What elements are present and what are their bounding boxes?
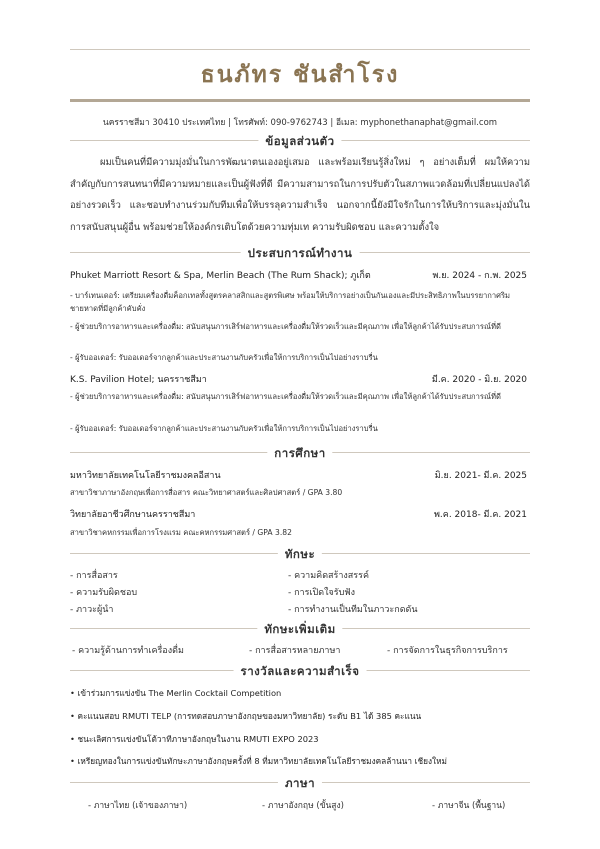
section-title: ประสบการณ์ทำงาน	[241, 245, 360, 263]
section-title: ทักษะเพิ่มเติม	[257, 621, 342, 639]
name-rule	[70, 99, 530, 102]
education-detail: สาขาวิชาภาษาอังกฤษเพื่อการสื่อสาร คณะวิทยาศาสตร์และศิลปศาสตร์ / GPA 3.80	[70, 488, 343, 497]
education-detail: สาขาวิชาคหกรรมเพื่อการโรงแรม คณะคหกรรมศาสตร์ / GPA 3.82	[70, 528, 292, 537]
skill-item: - ภาวะผู้นำ	[70, 605, 114, 615]
skill-item: - การสื่อสาร	[70, 571, 118, 581]
candidate-name: ธนภัทร ชันสำโรง	[200, 62, 400, 88]
job-employer: Phuket Marriott Resort & Spa, Merlin Beach (The Rum Shack); ภูเก็ต	[70, 271, 371, 281]
job-bullet: - ผู้รับออเดอร์: รับออเดอร์จากลูกค้าและประสานงานกับครัวเพื่อให้การบริการเป็นไปอย่างราบรื่น	[70, 353, 378, 362]
section-title: การศึกษา	[267, 445, 332, 463]
section-skills	[70, 546, 530, 560]
award-item: • ชนะเลิศการแข่งขันโต้วาทีภาษาอังกฤษในงาน RMUTI EXPO 2023	[70, 734, 319, 744]
job-bullet: - ผู้รับออเดอร์: รับออเดอร์จากลูกค้าและประสานงานกับครัวเพื่อให้การบริการเป็นไปอย่างราบรื่น	[70, 424, 378, 433]
language-item: - ภาษาไทย (เจ้าของภาษา)	[88, 801, 188, 811]
section-extra-skills	[70, 621, 530, 635]
education-dates: มิ.ย. 2021- มี.ค. 2025	[434, 471, 527, 481]
section-education	[70, 445, 530, 459]
job-dates: มี.ค. 2020 - มิ.ย. 2020	[431, 375, 527, 385]
section-experience	[70, 245, 530, 259]
extra-skill-item: - การสื่อสารหลายภาษา	[249, 646, 341, 656]
section-personal	[70, 133, 530, 147]
skill-item: - การทำงานเป็นทีมในภาวะกดดัน	[288, 605, 418, 615]
skill-item: - การเปิดใจรับฟัง	[288, 588, 356, 598]
award-item: • เหรียญทองในการแข่งขันทักษะภาษาอังกฤษครั้งที่ 8 ที่มหาวิทยาลัยเทคโนโลยีราชมงคลล้านนา เชียงใหม่	[70, 756, 448, 766]
section-languages	[70, 775, 530, 789]
section-title: รางวัลและความสำเร็จ	[234, 663, 367, 681]
skill-item: - ความรับผิดชอบ	[70, 588, 138, 598]
contact-info: นครราชสีมา 30410 ประเทศไทย | โทรศัพท์: 090-9762743 | อีเมล: myphonethanaphat@gmail.com	[102, 118, 498, 128]
language-item: - ภาษาอังกฤษ (ขั้นสูง)	[262, 801, 344, 811]
job-bullet: - ผู้ช่วยบริการอาหารและเครื่องดื่ม: สนับสนุนการเสิร์ฟอาหารและเครื่องดื่มให้รวดเร็วและมีคุณภาพ เพื่อให้ลูกค้าได้รับประสบการณ์ที่ดี	[70, 392, 501, 401]
section-awards	[70, 663, 530, 677]
section-title: ภาษา	[278, 775, 322, 793]
job-bullet: - ผู้ช่วยบริการอาหารและเครื่องดื่ม: สนับสนุนการเสิร์ฟอาหารและเครื่องดื่มให้รวดเร็วและมีคุณภาพ เพื่อให้ลูกค้าได้รับประสบการณ์ที่ดี	[70, 322, 501, 331]
top-rule	[70, 49, 530, 50]
job-bullet: - บาร์เทนเดอร์: เตรียมเครื่องดื่มค็อกเทลทั้งสูตรคลาสสิกและสูตรพิเศษ พร้อมให้บริการอย่างเป็นกันเองและมีประสิทธิภาพในบรรยากาศริมชายหาดที่มีลูกค้าคับคั่ง	[70, 291, 511, 313]
section-title: ข้อมูลส่วนตัว	[258, 133, 341, 151]
school-name: มหาวิทยาลัยเทคโนโลยีราชมงคลอีสาน	[70, 471, 221, 481]
language-item: - ภาษาจีน (พื้นฐาน)	[432, 801, 506, 811]
extra-skill-item: - การจัดการในธุรกิจการบริการ	[387, 646, 508, 656]
section-title: ทักษะ	[278, 546, 322, 564]
job-employer: K.S. Pavilion Hotel; นครราชสีมา	[70, 375, 207, 385]
award-item: • คะแนนสอบ RMUTI TELP (การทดสอบภาษาอังกฤษของมหาวิทยาลัย) ระดับ B1 ได้ 385 คะแนน	[70, 711, 422, 721]
school-name: วิทยาลัยอาชีวศึกษานครราชสีมา	[70, 510, 196, 520]
education-dates: พ.ค. 2018- มี.ค. 2021	[434, 510, 527, 520]
job-dates: พ.ย. 2024 - ก.พ. 2025	[432, 271, 527, 281]
extra-skill-item: - ความรู้ด้านการทำเครื่องดื่ม	[72, 646, 184, 656]
award-item: • เข้าร่วมการแข่งขัน The Merlin Cocktail Competition	[70, 688, 282, 698]
summary-text: ผมเป็นคนที่มีความมุ่งมั่นในการพัฒนาตนเองอยู่เสมอ และพร้อมเรียนรู้สิ่งใหม่ ๆ อย่างเต็มที่ ผมให้ความสำคัญกับการสนทนาที่มีความหมายและเป็นผู้ฟังที่ดี มีความสามารถในการปรับตัวในสภาพแวดล้อมที่เปลี่ยนแปลงได้อย่างรวดเร็ว และชอบทำงานร่วมกับทีมเพื่อให้บรรลุความสำเร็จ นอกจากนี้ยังมีใจรักในการให้บริการและมุ่งมั่นในการสนับสนุนผู้อื่น พร้อมช่วยให้องค์กรเติบโตด้วยความทุ่มเท ความรับผิดชอบ และความตั้งใจ	[70, 157, 530, 233]
skill-item: - ความคิดสร้างสรรค์	[288, 571, 369, 581]
